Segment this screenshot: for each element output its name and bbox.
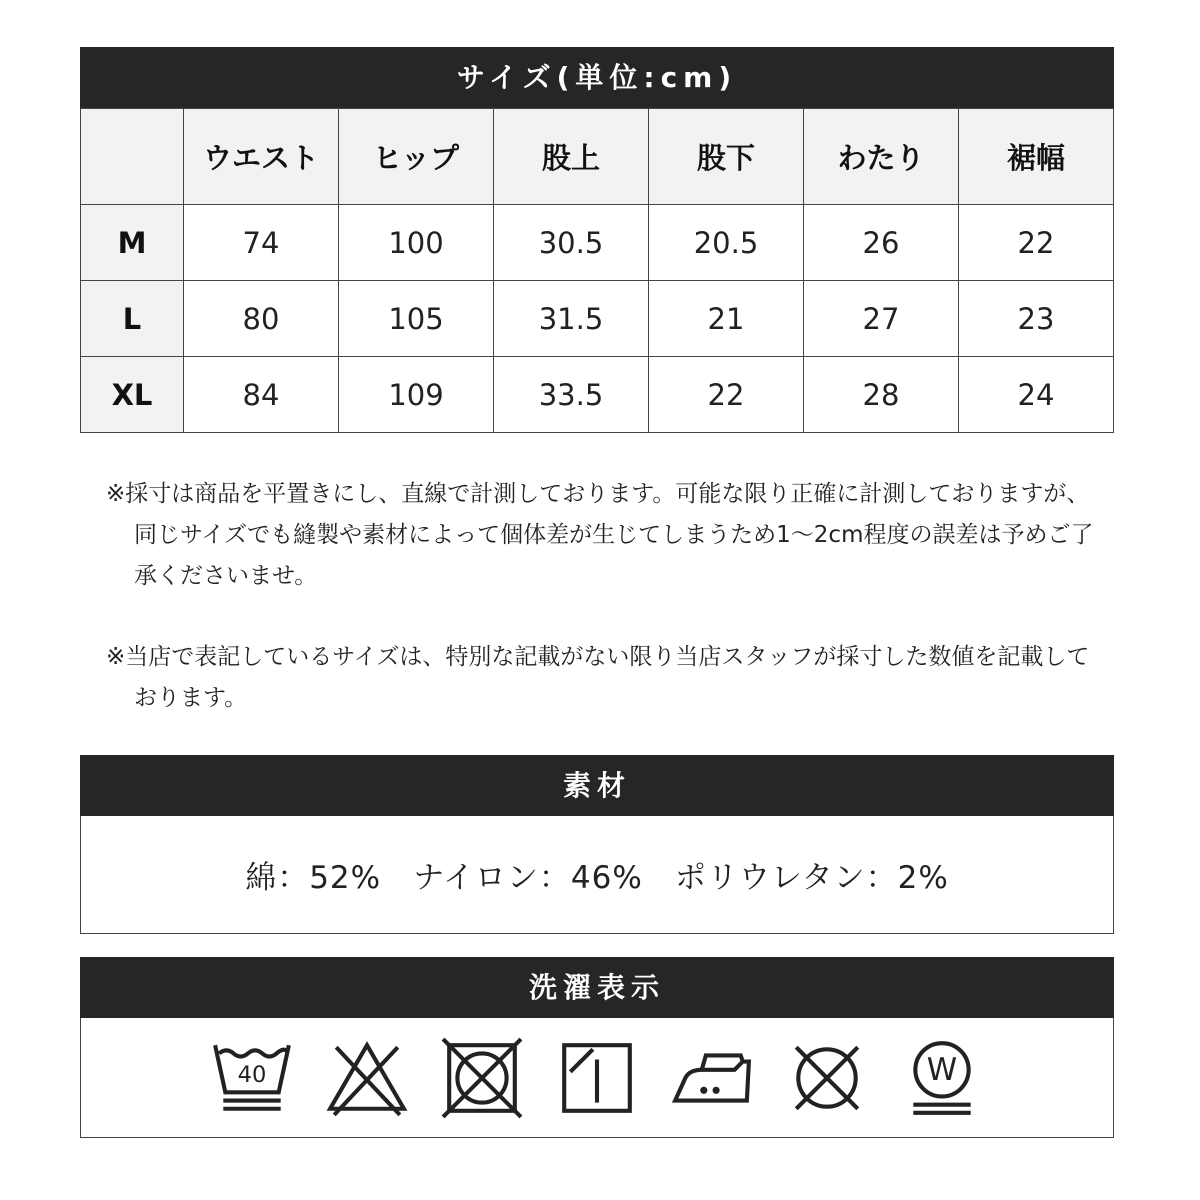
- table-cell: 100: [339, 205, 494, 281]
- size-table: [80, 108, 1114, 433]
- wash-40-very-gentle-icon: [211, 1037, 293, 1119]
- no-tumble-dry-icon: [441, 1037, 523, 1119]
- wash-temperature-label: 40: [237, 1061, 267, 1088]
- row-header-size: M: [81, 205, 184, 281]
- column-header-rise: 股上: [494, 109, 649, 205]
- line-dry-icon: [556, 1037, 638, 1119]
- size-table-title: サイズ(単位:cm): [80, 47, 1114, 108]
- row-header-size: XL: [81, 357, 184, 433]
- table-cell: 24: [959, 357, 1114, 433]
- table-cell: 30.5: [494, 205, 649, 281]
- table-cell: 26: [804, 205, 959, 281]
- iron-low-icon: [671, 1037, 753, 1119]
- table-cell: 31.5: [494, 281, 649, 357]
- table-cell: 23: [959, 281, 1114, 357]
- care-section: [80, 957, 1114, 1138]
- table-cell: 21: [649, 281, 804, 357]
- column-header-thigh: わたり: [804, 109, 959, 205]
- table-cell: 74: [184, 205, 339, 281]
- care-title: 洗濯表示: [80, 957, 1114, 1018]
- table-cell: 33.5: [494, 357, 649, 433]
- row-header-size: L: [81, 281, 184, 357]
- note-size-source: ※当店で表記しているサイズは、特別な記載がない限り当店スタッフが採寸した数値を記載しております。: [106, 644, 1090, 711]
- material-title: 素材: [80, 755, 1114, 816]
- table-cell: 84: [184, 357, 339, 433]
- wet-clean-label: W: [926, 1051, 958, 1088]
- wet-clean-gentle-icon: [901, 1037, 983, 1119]
- material-text: 綿：52% ナイロン：46% ポリウレタン：2%: [80, 816, 1114, 934]
- table-row: [81, 357, 1114, 433]
- size-section: [80, 47, 1114, 433]
- column-header-waist: ウエスト: [184, 109, 339, 205]
- size-table-header-row: [81, 109, 1114, 205]
- table-cell: 109: [339, 357, 494, 433]
- column-header-corner: [81, 109, 184, 205]
- table-cell: 22: [649, 357, 804, 433]
- no-bleach-icon: [326, 1037, 408, 1119]
- column-header-inseam: 股下: [649, 109, 804, 205]
- table-cell: 22: [959, 205, 1114, 281]
- table-cell: 28: [804, 357, 959, 433]
- column-header-hem: 裾幅: [959, 109, 1114, 205]
- measurement-notes: [106, 474, 1106, 719]
- no-dry-clean-icon: [786, 1037, 868, 1119]
- material-section: [80, 755, 1114, 934]
- note-measuring-method: ※採寸は商品を平置きにし、直線で計測しております。可能な限り正確に計測しておりますが、同じサイズでも縫製や素材によって個体差が生じてしまうため1～2cm程度の誤差は予めご了承くださいませ。: [106, 481, 1094, 589]
- table-cell: 20.5: [649, 205, 804, 281]
- table-cell: 105: [339, 281, 494, 357]
- table-row: [81, 205, 1114, 281]
- table-cell: 80: [184, 281, 339, 357]
- table-row: [81, 281, 1114, 357]
- column-header-hip: ヒップ: [339, 109, 494, 205]
- table-cell: 27: [804, 281, 959, 357]
- care-symbols: [80, 1018, 1114, 1138]
